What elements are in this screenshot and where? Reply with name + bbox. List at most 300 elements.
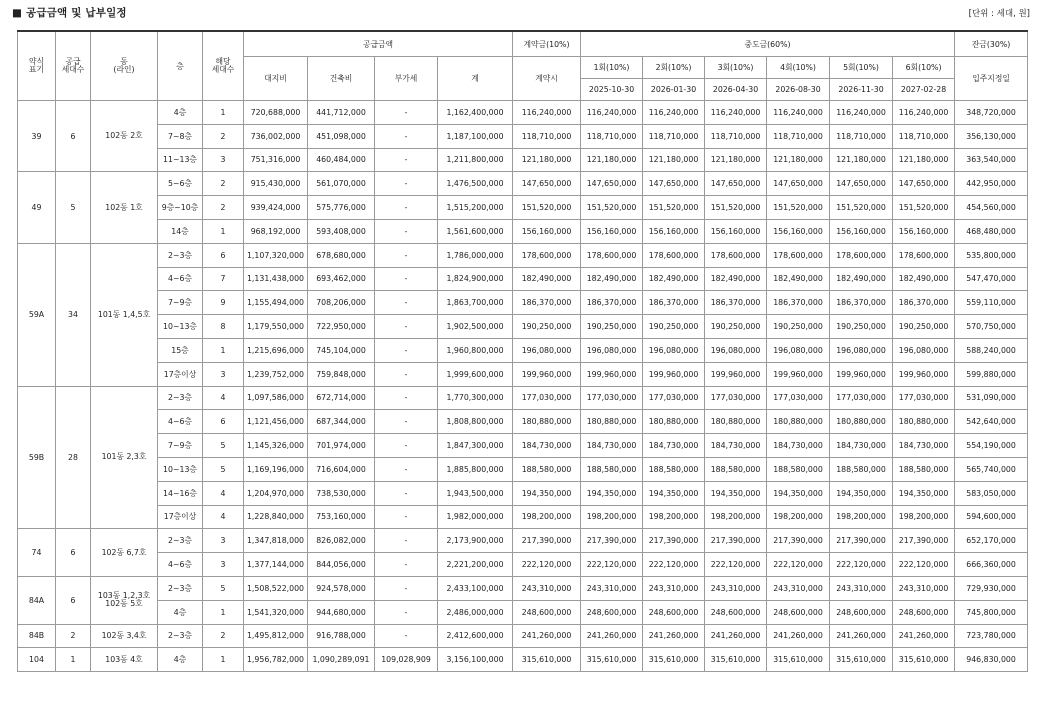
interim-2-cell: 315,610,000	[643, 648, 705, 672]
vat-cell: -	[375, 219, 438, 243]
floor-households-cell: 1	[203, 600, 244, 624]
building-cost-cell: 722,950,000	[308, 315, 375, 339]
interim-3-cell: 186,370,000	[705, 291, 767, 315]
floor-cell: 17층이상	[158, 362, 203, 386]
interim-3-cell: 248,600,000	[705, 600, 767, 624]
table-row	[18, 148, 1028, 172]
interim-6-cell: 186,370,000	[893, 291, 955, 315]
land-cell: 1,215,696,000	[244, 338, 308, 362]
interim-2-cell: 217,390,000	[643, 529, 705, 553]
building-cost-cell: 451,098,000	[308, 124, 375, 148]
header-interim-group: 중도금(60%)	[581, 31, 955, 57]
building-cell: 102동 2호	[91, 101, 158, 172]
interim-2-cell: 188,580,000	[643, 457, 705, 481]
total-cell: 2,221,200,000	[438, 553, 513, 577]
type-cell: 84B	[18, 624, 56, 648]
building-cell: 101동 2,3호	[91, 386, 158, 529]
interim-4-cell: 156,160,000	[767, 219, 830, 243]
table-row	[18, 315, 1028, 339]
interim-3-cell: 182,490,000	[705, 267, 767, 291]
vat-cell: 109,028,909	[375, 648, 438, 672]
table-row	[18, 553, 1028, 577]
interim-5-cell: 243,310,000	[830, 576, 893, 600]
interim-6-cell: 196,080,000	[893, 338, 955, 362]
floor-cell: 7~9층	[158, 291, 203, 315]
interim-2-cell: 241,260,000	[643, 624, 705, 648]
households-cell: 1	[56, 648, 91, 672]
interim-4-cell: 186,370,000	[767, 291, 830, 315]
building-cost-cell: 687,344,000	[308, 410, 375, 434]
floor-cell: 2~3층	[158, 243, 203, 267]
households-cell: 28	[56, 386, 91, 529]
building-cost-cell: 759,848,000	[308, 362, 375, 386]
header-households: 공급 세대수	[56, 31, 91, 101]
header-interim-2-date: 2026-01-30	[643, 79, 705, 101]
land-cell: 1,239,752,000	[244, 362, 308, 386]
header-interim-6: 6회(10%)	[893, 57, 955, 79]
deposit-cell: 151,520,000	[513, 196, 581, 220]
interim-3-cell: 217,390,000	[705, 529, 767, 553]
vat-cell: -	[375, 434, 438, 458]
interim-2-cell: 147,650,000	[643, 172, 705, 196]
interim-3-cell: 121,180,000	[705, 148, 767, 172]
header-interim-4-date: 2026-08-30	[767, 79, 830, 101]
table-row	[18, 648, 1028, 672]
deposit-cell: 217,390,000	[513, 529, 581, 553]
interim-6-cell: 315,610,000	[893, 648, 955, 672]
deposit-cell: 180,880,000	[513, 410, 581, 434]
interim-6-cell: 147,650,000	[893, 172, 955, 196]
building-cell: 102동 1호	[91, 172, 158, 243]
interim-4-cell: 241,260,000	[767, 624, 830, 648]
interim-1-cell: 217,390,000	[581, 529, 643, 553]
building-cost-cell: 708,206,000	[308, 291, 375, 315]
deposit-cell: 156,160,000	[513, 219, 581, 243]
floor-cell: 7~8층	[158, 124, 203, 148]
balance-cell: 570,750,000	[955, 315, 1028, 339]
table-row	[18, 101, 1028, 125]
interim-6-cell: 243,310,000	[893, 576, 955, 600]
interim-2-cell: 248,600,000	[643, 600, 705, 624]
interim-4-cell: 217,390,000	[767, 529, 830, 553]
interim-3-cell: 243,310,000	[705, 576, 767, 600]
deposit-cell: 241,260,000	[513, 624, 581, 648]
balance-cell: 542,640,000	[955, 410, 1028, 434]
vat-cell: -	[375, 529, 438, 553]
interim-2-cell: 184,730,000	[643, 434, 705, 458]
building-cost-cell: 678,680,000	[308, 243, 375, 267]
vat-cell: -	[375, 457, 438, 481]
floor-cell: 14층	[158, 219, 203, 243]
interim-5-cell: 156,160,000	[830, 219, 893, 243]
interim-6-cell: 199,960,000	[893, 362, 955, 386]
interim-3-cell: 188,580,000	[705, 457, 767, 481]
table-row	[18, 624, 1028, 648]
total-cell: 1,561,600,000	[438, 219, 513, 243]
header-deposit: 계약시	[513, 57, 581, 101]
balance-cell: 559,110,000	[955, 291, 1028, 315]
interim-2-cell: 196,080,000	[643, 338, 705, 362]
interim-1-cell: 151,520,000	[581, 196, 643, 220]
interim-3-cell: 156,160,000	[705, 219, 767, 243]
interim-6-cell: 184,730,000	[893, 434, 955, 458]
vat-cell: -	[375, 576, 438, 600]
interim-5-cell: 186,370,000	[830, 291, 893, 315]
interim-3-cell: 315,610,000	[705, 648, 767, 672]
table-row	[18, 196, 1028, 220]
interim-6-cell: 217,390,000	[893, 529, 955, 553]
floor-cell: 4~6층	[158, 410, 203, 434]
interim-4-cell: 188,580,000	[767, 457, 830, 481]
total-cell: 1,770,300,000	[438, 386, 513, 410]
interim-1-cell: 196,080,000	[581, 338, 643, 362]
interim-1-cell: 118,710,000	[581, 124, 643, 148]
land-cell: 1,145,326,000	[244, 434, 308, 458]
vat-cell: -	[375, 600, 438, 624]
type-cell: 84A	[18, 576, 56, 624]
floor-households-cell: 7	[203, 267, 244, 291]
interim-5-cell: 222,120,000	[830, 553, 893, 577]
land-cell: 1,169,196,000	[244, 457, 308, 481]
floor-households-cell: 3	[203, 529, 244, 553]
table-row	[18, 481, 1028, 505]
interim-3-cell: 178,600,000	[705, 243, 767, 267]
interim-4-cell: 178,600,000	[767, 243, 830, 267]
header-type: 약식 표기	[18, 31, 56, 101]
vat-cell: -	[375, 267, 438, 291]
table-row	[18, 529, 1028, 553]
floor-households-cell: 1	[203, 219, 244, 243]
title-row	[12, 4, 1030, 22]
interim-6-cell: 180,880,000	[893, 410, 955, 434]
interim-5-cell: 241,260,000	[830, 624, 893, 648]
vat-cell: -	[375, 386, 438, 410]
total-cell: 1,960,800,000	[438, 338, 513, 362]
interim-1-cell: 186,370,000	[581, 291, 643, 315]
land-cell: 939,424,000	[244, 196, 308, 220]
building-cost-cell: 745,104,000	[308, 338, 375, 362]
deposit-cell: 178,600,000	[513, 243, 581, 267]
building-cost-cell: 738,530,000	[308, 481, 375, 505]
interim-6-cell: 182,490,000	[893, 267, 955, 291]
building-cost-cell: 1,090,289,091	[308, 648, 375, 672]
floor-households-cell: 3	[203, 553, 244, 577]
header-supply-price: 공급금액	[244, 31, 513, 57]
deposit-cell: 198,200,000	[513, 505, 581, 529]
header-floor: 층	[158, 31, 203, 101]
interim-2-cell: 118,710,000	[643, 124, 705, 148]
interim-4-cell: 177,030,000	[767, 386, 830, 410]
total-cell: 1,187,100,000	[438, 124, 513, 148]
header-land: 대지비	[244, 57, 308, 101]
interim-3-cell: 116,240,000	[705, 101, 767, 125]
vat-cell: -	[375, 124, 438, 148]
type-cell: 104	[18, 648, 56, 672]
land-cell: 1,495,812,000	[244, 624, 308, 648]
table-row	[18, 576, 1028, 600]
building-cost-cell: 561,070,000	[308, 172, 375, 196]
interim-3-cell: 180,880,000	[705, 410, 767, 434]
type-cell: 59B	[18, 386, 56, 529]
type-cell: 39	[18, 101, 56, 172]
interim-2-cell: 178,600,000	[643, 243, 705, 267]
interim-4-cell: 315,610,000	[767, 648, 830, 672]
floor-cell: 10~13층	[158, 315, 203, 339]
total-cell: 2,433,100,000	[438, 576, 513, 600]
interim-1-cell: 198,200,000	[581, 505, 643, 529]
header-interim-3: 3회(10%)	[705, 57, 767, 79]
interim-3-cell: 194,350,000	[705, 481, 767, 505]
table-row	[18, 457, 1028, 481]
table-row	[18, 505, 1028, 529]
interim-1-cell: 188,580,000	[581, 457, 643, 481]
land-cell: 720,688,000	[244, 101, 308, 125]
floor-households-cell: 1	[203, 101, 244, 125]
balance-cell: 554,190,000	[955, 434, 1028, 458]
vat-cell: -	[375, 196, 438, 220]
table-row	[18, 338, 1028, 362]
balance-cell: 745,800,000	[955, 600, 1028, 624]
building-cost-cell: 441,712,000	[308, 101, 375, 125]
interim-3-cell: 147,650,000	[705, 172, 767, 196]
land-cell: 736,002,000	[244, 124, 308, 148]
interim-1-cell: 243,310,000	[581, 576, 643, 600]
header-balance: 입주지정일	[955, 57, 1028, 101]
table-row	[18, 219, 1028, 243]
deposit-cell: 121,180,000	[513, 148, 581, 172]
building-cell: 101동 1,4,5호	[91, 243, 158, 386]
floor-households-cell: 9	[203, 291, 244, 315]
total-cell: 3,156,100,000	[438, 648, 513, 672]
land-cell: 1,228,840,000	[244, 505, 308, 529]
vat-cell: -	[375, 148, 438, 172]
total-cell: 1,943,500,000	[438, 481, 513, 505]
building-cost-cell: 916,788,000	[308, 624, 375, 648]
vat-cell: -	[375, 624, 438, 648]
interim-3-cell: 184,730,000	[705, 434, 767, 458]
header-floor-households: 해당 세대수	[203, 31, 244, 101]
floor-households-cell: 4	[203, 386, 244, 410]
deposit-cell: 184,730,000	[513, 434, 581, 458]
balance-cell: 588,240,000	[955, 338, 1028, 362]
total-cell: 2,173,900,000	[438, 529, 513, 553]
floor-households-cell: 4	[203, 481, 244, 505]
interim-1-cell: 315,610,000	[581, 648, 643, 672]
vat-cell: -	[375, 172, 438, 196]
interim-5-cell: 196,080,000	[830, 338, 893, 362]
type-cell: 74	[18, 529, 56, 577]
balance-cell: 547,470,000	[955, 267, 1028, 291]
balance-cell: 652,170,000	[955, 529, 1028, 553]
total-cell: 1,902,500,000	[438, 315, 513, 339]
balance-cell: 729,930,000	[955, 576, 1028, 600]
interim-1-cell: 184,730,000	[581, 434, 643, 458]
interim-2-cell: 198,200,000	[643, 505, 705, 529]
balance-cell: 531,090,000	[955, 386, 1028, 410]
balance-cell: 356,130,000	[955, 124, 1028, 148]
deposit-cell: 118,710,000	[513, 124, 581, 148]
balance-cell: 348,720,000	[955, 101, 1028, 125]
floor-households-cell: 2	[203, 624, 244, 648]
header-interim-2: 2회(10%)	[643, 57, 705, 79]
building-cost-cell: 460,484,000	[308, 148, 375, 172]
header-interim-5: 5회(10%)	[830, 57, 893, 79]
land-cell: 1,541,320,000	[244, 600, 308, 624]
floor-households-cell: 6	[203, 243, 244, 267]
interim-6-cell: 156,160,000	[893, 219, 955, 243]
interim-5-cell: 188,580,000	[830, 457, 893, 481]
floor-cell: 14~16층	[158, 481, 203, 505]
type-cell: 49	[18, 172, 56, 243]
floor-cell: 11~13층	[158, 148, 203, 172]
interim-4-cell: 118,710,000	[767, 124, 830, 148]
page-title: ■ 공급금액 및 납부일정	[12, 7, 127, 19]
interim-5-cell: 118,710,000	[830, 124, 893, 148]
interim-1-cell: 194,350,000	[581, 481, 643, 505]
balance-cell: 535,800,000	[955, 243, 1028, 267]
header-interim-3-date: 2026-04-30	[705, 79, 767, 101]
total-cell: 2,486,000,000	[438, 600, 513, 624]
interim-4-cell: 248,600,000	[767, 600, 830, 624]
interim-2-cell: 116,240,000	[643, 101, 705, 125]
interim-6-cell: 222,120,000	[893, 553, 955, 577]
floor-cell: 5~6층	[158, 172, 203, 196]
floor-households-cell: 3	[203, 362, 244, 386]
land-cell: 1,204,970,000	[244, 481, 308, 505]
total-cell: 1,211,800,000	[438, 148, 513, 172]
table-body	[18, 101, 1028, 672]
floor-households-cell: 3	[203, 148, 244, 172]
interim-6-cell: 151,520,000	[893, 196, 955, 220]
land-cell: 915,430,000	[244, 172, 308, 196]
interim-4-cell: 194,350,000	[767, 481, 830, 505]
interim-4-cell: 182,490,000	[767, 267, 830, 291]
interim-5-cell: 147,650,000	[830, 172, 893, 196]
deposit-cell: 222,120,000	[513, 553, 581, 577]
interim-2-cell: 186,370,000	[643, 291, 705, 315]
vat-cell: -	[375, 315, 438, 339]
interim-6-cell: 241,260,000	[893, 624, 955, 648]
balance-cell: 594,600,000	[955, 505, 1028, 529]
vat-cell: -	[375, 410, 438, 434]
households-cell: 6	[56, 529, 91, 577]
households-cell: 5	[56, 172, 91, 243]
interim-5-cell: 151,520,000	[830, 196, 893, 220]
interim-3-cell: 241,260,000	[705, 624, 767, 648]
land-cell: 751,316,000	[244, 148, 308, 172]
deposit-cell: 199,960,000	[513, 362, 581, 386]
interim-2-cell: 243,310,000	[643, 576, 705, 600]
balance-cell: 599,880,000	[955, 362, 1028, 386]
households-cell: 2	[56, 624, 91, 648]
table-row	[18, 434, 1028, 458]
interim-1-cell: 177,030,000	[581, 386, 643, 410]
header-building: 동 (라인)	[91, 31, 158, 101]
table-row	[18, 362, 1028, 386]
interim-5-cell: 194,350,000	[830, 481, 893, 505]
table-row	[18, 267, 1028, 291]
interim-3-cell: 222,120,000	[705, 553, 767, 577]
balance-cell: 946,830,000	[955, 648, 1028, 672]
floor-cell: 9층~10층	[158, 196, 203, 220]
deposit-cell: 315,610,000	[513, 648, 581, 672]
building-cost-cell: 593,408,000	[308, 219, 375, 243]
interim-5-cell: 180,880,000	[830, 410, 893, 434]
building-cell: 103동 4호	[91, 648, 158, 672]
floor-cell: 10~13층	[158, 457, 203, 481]
land-cell: 1,097,586,000	[244, 386, 308, 410]
floor-cell: 7~9층	[158, 434, 203, 458]
interim-2-cell: 156,160,000	[643, 219, 705, 243]
floor-cell: 2~3층	[158, 624, 203, 648]
header-deposit-group: 계약금(10%)	[513, 31, 581, 57]
interim-5-cell: 199,960,000	[830, 362, 893, 386]
interim-1-cell: 190,250,000	[581, 315, 643, 339]
interim-6-cell: 116,240,000	[893, 101, 955, 125]
interim-1-cell: 180,880,000	[581, 410, 643, 434]
type-cell: 59A	[18, 243, 56, 386]
price-schedule-table	[17, 30, 1028, 672]
header-interim-1: 1회(10%)	[581, 57, 643, 79]
households-cell: 34	[56, 243, 91, 386]
floor-households-cell: 5	[203, 457, 244, 481]
building-cost-cell: 844,056,000	[308, 553, 375, 577]
interim-3-cell: 151,520,000	[705, 196, 767, 220]
land-cell: 1,956,782,000	[244, 648, 308, 672]
floor-cell: 17층이상	[158, 505, 203, 529]
building-cost-cell: 753,160,000	[308, 505, 375, 529]
header-interim-1-date: 2025-10-30	[581, 79, 643, 101]
floor-households-cell: 5	[203, 576, 244, 600]
floor-cell: 4~6층	[158, 553, 203, 577]
unit-label: [단위 : 세대, 원]	[968, 9, 1030, 19]
table-row	[18, 386, 1028, 410]
interim-5-cell: 182,490,000	[830, 267, 893, 291]
balance-cell: 363,540,000	[955, 148, 1028, 172]
floor-cell: 4층	[158, 648, 203, 672]
header-balance-group: 잔금(30%)	[955, 31, 1028, 57]
building-cost-cell: 924,578,000	[308, 576, 375, 600]
interim-5-cell: 116,240,000	[830, 101, 893, 125]
interim-1-cell: 248,600,000	[581, 600, 643, 624]
land-cell: 1,347,818,000	[244, 529, 308, 553]
balance-cell: 666,360,000	[955, 553, 1028, 577]
interim-4-cell: 147,650,000	[767, 172, 830, 196]
building-cell: 102동 3,4호	[91, 624, 158, 648]
interim-4-cell: 121,180,000	[767, 148, 830, 172]
floor-households-cell: 4	[203, 505, 244, 529]
balance-cell: 454,560,000	[955, 196, 1028, 220]
interim-6-cell: 248,600,000	[893, 600, 955, 624]
total-cell: 1,162,400,000	[438, 101, 513, 125]
floor-households-cell: 1	[203, 648, 244, 672]
land-cell: 968,192,000	[244, 219, 308, 243]
interim-4-cell: 184,730,000	[767, 434, 830, 458]
deposit-cell: 194,350,000	[513, 481, 581, 505]
balance-cell: 442,950,000	[955, 172, 1028, 196]
households-cell: 6	[56, 101, 91, 172]
vat-cell: -	[375, 362, 438, 386]
interim-4-cell: 199,960,000	[767, 362, 830, 386]
deposit-cell: 177,030,000	[513, 386, 581, 410]
table-row	[18, 410, 1028, 434]
vat-cell: -	[375, 338, 438, 362]
floor-cell: 4~6층	[158, 267, 203, 291]
land-cell: 1,131,438,000	[244, 267, 308, 291]
deposit-cell: 196,080,000	[513, 338, 581, 362]
interim-1-cell: 178,600,000	[581, 243, 643, 267]
floor-households-cell: 5	[203, 434, 244, 458]
